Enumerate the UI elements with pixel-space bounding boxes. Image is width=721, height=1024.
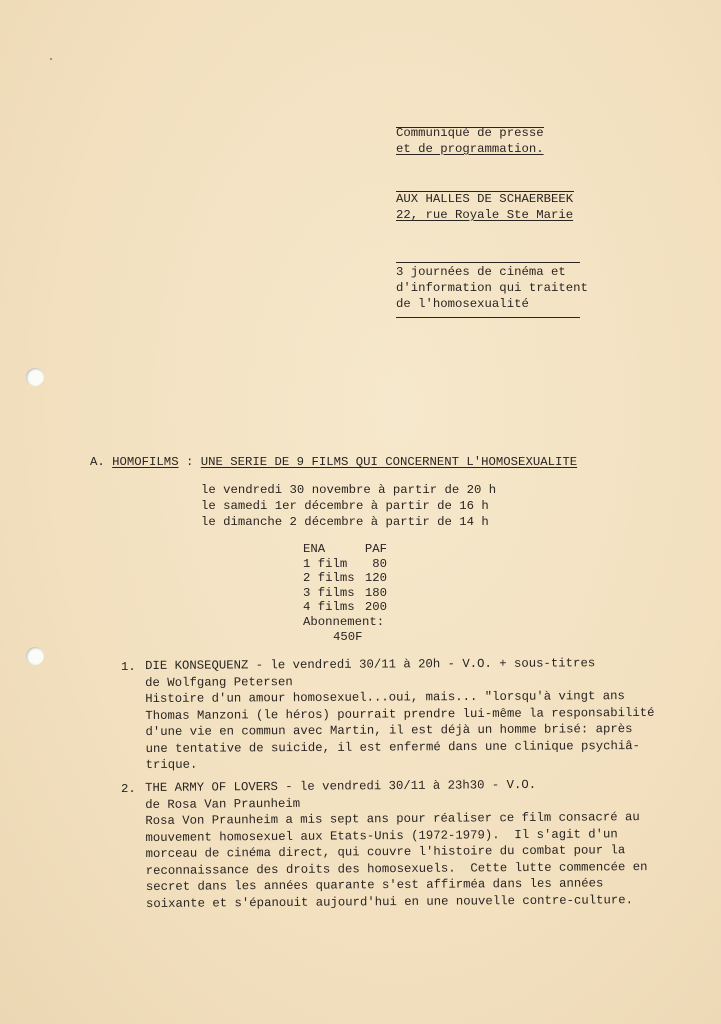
price-row	[303, 600, 387, 615]
price-value: 80	[372, 556, 387, 571]
price-row	[303, 557, 387, 572]
film-description-line: une tentative de suicide, il est enfermé dans une clinique psychiâ-	[145, 738, 641, 756]
header-paf: PAF	[364, 542, 387, 556]
price-row	[303, 586, 387, 601]
film-description-line: trique.	[145, 757, 198, 772]
film-description-line: reconnaissance des droits des homosexuels. Cette lutte commencée en	[145, 859, 648, 878]
subscription-price-row	[303, 630, 387, 645]
film-description-line: Thomas Manzoni (le héros) pourrait prendre lui-même la responsabilité	[145, 705, 655, 723]
subscription-price: 450F	[333, 629, 363, 644]
punch-hole	[26, 368, 44, 386]
film-entry-1	[145, 655, 655, 774]
price-label: 3 films	[303, 585, 355, 600]
price-label: 1 film	[303, 556, 348, 571]
schedule-line-2: le samedi 1er décembre à partir de 16 h	[201, 499, 489, 513]
film-description-line: Histoire d'un amour homosexuel...oui, mais... "lorsqu'à vingt ans	[145, 689, 625, 706]
price-row	[303, 571, 387, 586]
price-value: 200	[364, 600, 387, 615]
price-value: 180	[364, 585, 387, 600]
price-table	[303, 542, 387, 644]
subject-line-3: de l'homosexualité	[396, 297, 529, 311]
press-line-1: Communiqué de presse	[396, 126, 544, 140]
film-description-line: morceau de cinéma direct, qui couvre l'histoire du combat pour la	[145, 843, 626, 861]
section-separator: :	[185, 455, 194, 469]
section-heading	[90, 455, 577, 470]
price-label: 2 films	[303, 571, 355, 586]
film-title-line: DIE KONSEQUENZ - le vendredi 30/11 à 20h - V.O. + sous-titres	[145, 656, 596, 673]
press-line-2: et de programmation.	[396, 142, 544, 156]
subject-line-1: 3 journées de cinéma et	[396, 265, 566, 279]
subscription-label: Abonnement:	[303, 614, 385, 629]
schedule-line-1: le vendredi 30 novembre à partir de 20 h	[201, 483, 497, 497]
film-title-line: THE ARMY OF LOVERS - le vendredi 30/11 à 23h30 - V.O.	[145, 777, 537, 795]
schedule-line-3: le dimanche 2 décembre à partir de 14 h	[201, 515, 489, 529]
film-entry-2	[145, 776, 648, 912]
venue-address: 22, rue Royale Ste Marie	[396, 208, 574, 222]
subscription-row	[303, 615, 387, 630]
section-letter: A.	[90, 455, 105, 469]
film-description-line: Rosa Von Praunheim a mis sept ans pour réaliser ce film consacré au	[145, 810, 640, 828]
film-director: de Wolfgang Petersen	[145, 674, 293, 690]
film-description-line: secret dans les années quarante s'est affirméa dans les années	[145, 876, 604, 894]
subject-line-2: d'information qui traitent	[396, 281, 588, 295]
header-ena: ENA	[303, 542, 326, 556]
film-number: 1.	[121, 660, 136, 674]
punch-hole	[26, 647, 44, 665]
film-number: 2.	[121, 782, 136, 796]
price-header-row	[303, 542, 387, 557]
section-title: UNE SERIE DE 9 FILMS QUI CONCERNENT L'HOMOSEXUALITE	[200, 455, 578, 469]
paper-speck	[50, 58, 52, 60]
film-director: de Rosa Van Praunheim	[145, 796, 301, 812]
price-label: 4 films	[303, 600, 355, 615]
section-name: HOMOFILMS	[112, 455, 179, 469]
price-value: 120	[364, 571, 387, 586]
film-description-line: d'une vie en commun avec Martin, il est déjà un homme brisé: après	[145, 722, 633, 739]
film-description-line: mouvement homosexuel aux Etats-Unis (1972-1979). Il s'agit d'un	[145, 826, 618, 845]
rule	[396, 262, 580, 263]
venue-name: AUX HALLES DE SCHAERBEEK	[396, 192, 574, 206]
film-description-line: soixante et s'épanouit aujourd'hui en une nouvelle contre-culture.	[145, 892, 634, 911]
rule	[396, 317, 580, 318]
